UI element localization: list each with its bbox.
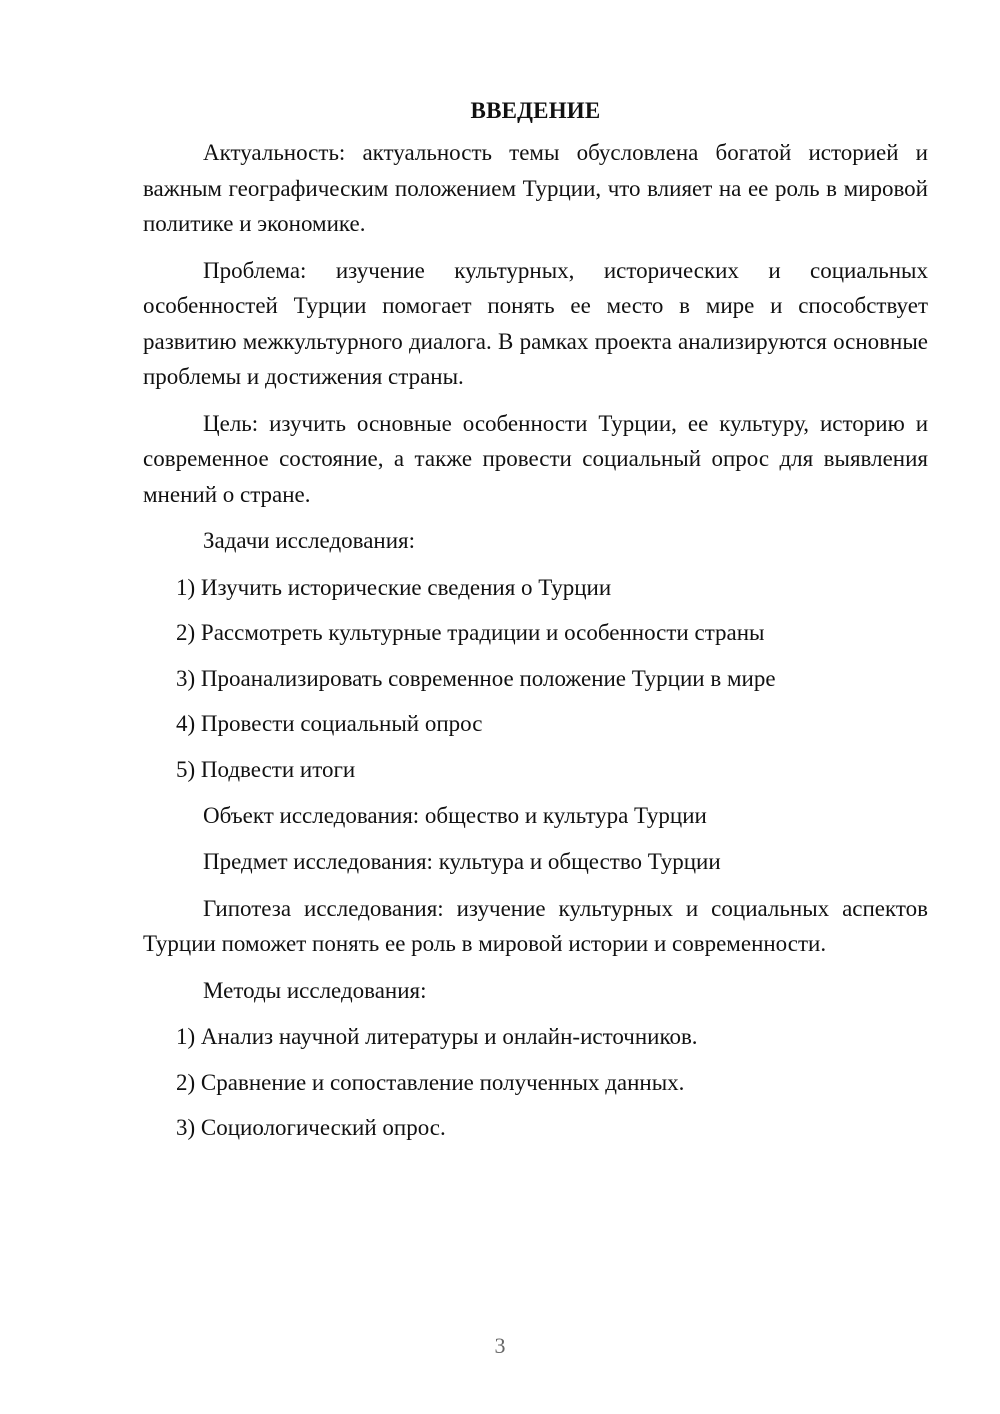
methods-heading: Методы исследования:	[203, 977, 427, 1003]
tasks-list	[143, 570, 928, 787]
method-item: 1) Анализ научной литературы и онлайн-источников.	[176, 1024, 698, 1049]
problem-paragraph: Проблема: изучение культурных, исторических и социальных особенностей Турции помогает понять ее место в мире и способствует развитию межкультурного диалога. В рамках проекта анализируются основные проблемы и достижения страны.	[143, 257, 928, 389]
task-item: 5) Подвести итоги	[176, 756, 356, 782]
method-item: 3) Социологический опрос.	[176, 1115, 446, 1140]
page-number: 3	[494, 1333, 506, 1358]
tasks-heading: Задачи исследования:	[203, 528, 416, 553]
method-item: 2) Сравнение и сопоставление полученных данных.	[176, 1069, 685, 1095]
task-item: 1) Изучить исторические сведения о Турции	[176, 574, 612, 600]
task-item: 2) Рассмотреть культурные традиции и особенности страны	[176, 620, 765, 645]
hypothesis-paragraph: Гипотеза исследования: изучение культурных и социальных аспектов Турции поможет понять ее роль в мировой истории и современности.	[143, 895, 928, 956]
relevance-paragraph: Актуальность: актуальность темы обусловлена богатой историей и важным географическим положением Турции, что влияет на ее роль в мировой политике и экономике.	[143, 140, 928, 236]
methods-list	[143, 1019, 928, 1145]
section-title: ВВЕДЕНИЕ	[470, 98, 601, 123]
goal-paragraph: Цель: изучить основные особенности Турции, ее культуру, историю и современное состояние, а также провести социальный опрос для выявления мнений о стране.	[143, 410, 928, 507]
task-item: 4) Провести социальный опрос	[176, 711, 483, 736]
task-item: 3) Проанализировать современное положение Турции в мире	[176, 665, 776, 691]
page-content	[143, 98, 928, 1156]
object-paragraph: Объект исследования: общество и культура Турции	[203, 802, 707, 828]
subject-paragraph: Предмет исследования: культура и общество Турции	[203, 849, 721, 874]
